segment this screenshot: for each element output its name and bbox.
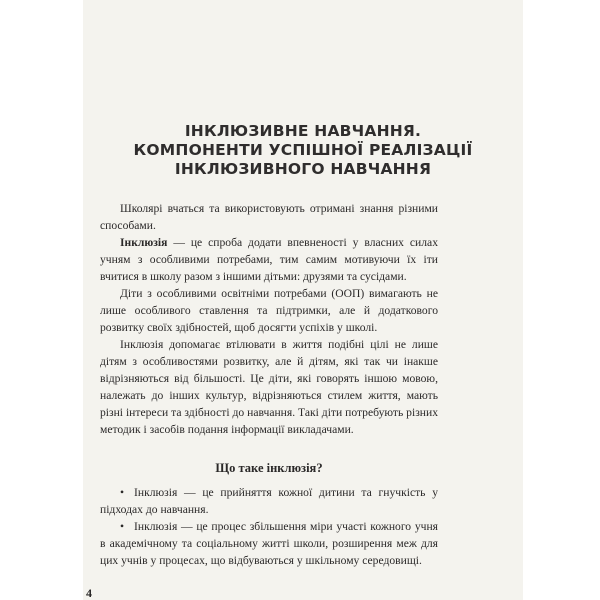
section-heading: Що таке інклюзія? xyxy=(215,461,323,475)
bullet-icon: • xyxy=(120,486,125,499)
chapter-title-line-3: ІНКЛЮЗИВНОГО НАВЧАННЯ xyxy=(174,160,432,178)
term-inclusion: Інклюзія xyxy=(120,236,168,249)
page-number: 4 xyxy=(86,586,92,600)
body-text xyxy=(100,200,438,569)
paragraph-inclusion-text: — це спроба додати впевненості у власних силах учням з особливими потребами, тим самим мотивуючи їх іти вчитися в школу разом з іншими дітьми: друзями та сусідами. xyxy=(100,236,438,283)
paragraph-inclusion-definition xyxy=(100,234,438,285)
paragraph-special-needs: Діти з особливими освітніми потребами (ООП) вимагають не лише особливого ставлення та підтримки, але й додаткового розвитку своїх здібностей, щоб досягти успіхів у школі. xyxy=(100,287,438,334)
paragraph-intro: Школярі вчаться та використовують отримані знання різними способами. xyxy=(100,202,438,232)
bullet-icon: • xyxy=(120,520,125,533)
bullet-text: Інклюзія — це процес збільшення міри участі кожного учня в академічному та соціальному житті школи, розширення меж для цих учнів у процесах, що відбуваються у шкільному середовищі. xyxy=(100,520,438,567)
paragraph-inclusion-goals: Інклюзія допомагає втілювати в життя подібні цілі не лише дітям з особливостями розвитку, але й дітям, які так чи інакше відрізняються від більшості. Це діти, які говорять іншою мовою, належать до інших культур, відрізняються стилем життя, мають різні інтереси та здібності до навчання. Такі діти потребують різних методик і засобів подання інформації викладачами. xyxy=(100,338,438,436)
chapter-title-line-1: ІНКЛЮЗИВНЕ НАВЧАННЯ. xyxy=(184,122,422,140)
bullet-item xyxy=(100,518,438,569)
chapter-title xyxy=(83,122,523,179)
bullet-item xyxy=(100,484,438,518)
bullet-text: Інклюзія — це прийняття кожної дитини та гнучкість у підходах до навчання. xyxy=(100,486,438,516)
chapter-title-line-2: КОМПОНЕНТИ УСПІШНОЇ РЕАЛІЗАЦІЇ xyxy=(133,141,473,159)
